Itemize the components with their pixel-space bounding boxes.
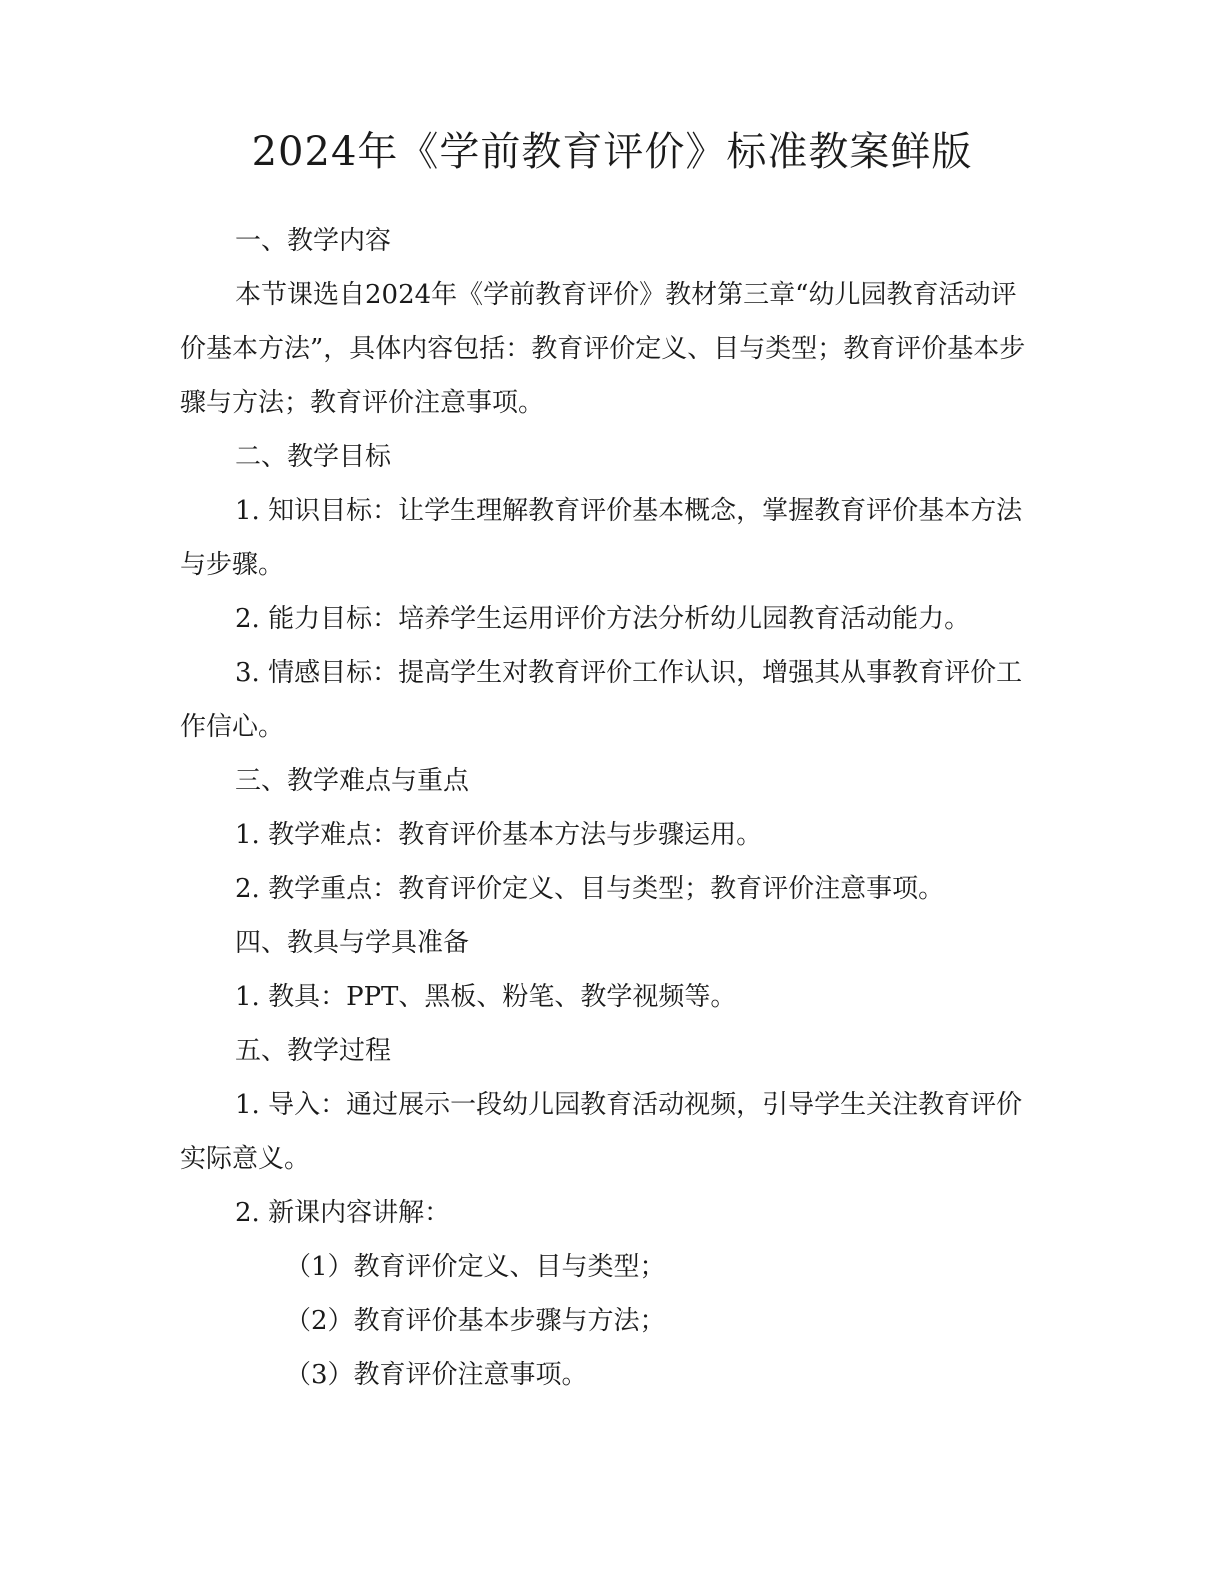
section-heading-difficulties-key-points: 三、教学难点与重点 (235, 766, 470, 796)
section-heading-teaching-content: 一、教学内容 (235, 226, 392, 256)
list-item-teaching-key-point: 2. 教学重点：教育评价定义、目与类型；教育评价注意事项。 (235, 874, 945, 904)
list-item-teaching-aids: 1. 教具：PPT、黑板、粉笔、教学视频等。 (235, 982, 737, 1012)
list-item-ability-objective: 2. 能力目标：培养学生运用评价方法分析幼儿园教育活动能力。 (235, 604, 971, 634)
document-title: 2024年《学前教育评价》标准教案鲜版 (251, 129, 973, 175)
sub-item-precautions: （3）教育评价注意事项。 (285, 1360, 588, 1390)
section-heading-teaching-aids: 四、教具与学具准备 (235, 928, 470, 958)
list-item-introduction: 1. 导入：通过展示一段幼儿园教育活动视频，引导学生关注教育评价实际意义。 (180, 1090, 1023, 1174)
document-body (180, 214, 1040, 1402)
list-item-teaching-difficulty: 1. 教学难点：教育评价基本方法与步骤运用。 (235, 820, 763, 850)
section-heading-teaching-process: 五、教学过程 (235, 1036, 392, 1066)
paragraph-teaching-content: 本节课选自2024年《学前教育评价》教材第三章“幼儿园教育活动评价基本方法”，具体内容包括：教育评价定义、目与类型；教育评价基本步骤与方法；教育评价注意事项。 (180, 280, 1026, 418)
sub-item-definition: （1）教育评价定义、目与类型； (285, 1252, 666, 1282)
list-item-emotional-objective: 3. 情感目标：提高学生对教育评价工作认识，增强其从事教育评价工作信心。 (180, 658, 1023, 742)
list-item-knowledge-objective: 1. 知识目标：让学生理解教育评价基本概念，掌握教育评价基本方法与步骤。 (180, 496, 1023, 580)
section-heading-teaching-objectives: 二、教学目标 (235, 442, 392, 472)
sub-item-steps-methods: （2）教育评价基本步骤与方法； (285, 1306, 666, 1336)
list-item-new-lesson: 2. 新课内容讲解： (235, 1198, 451, 1228)
